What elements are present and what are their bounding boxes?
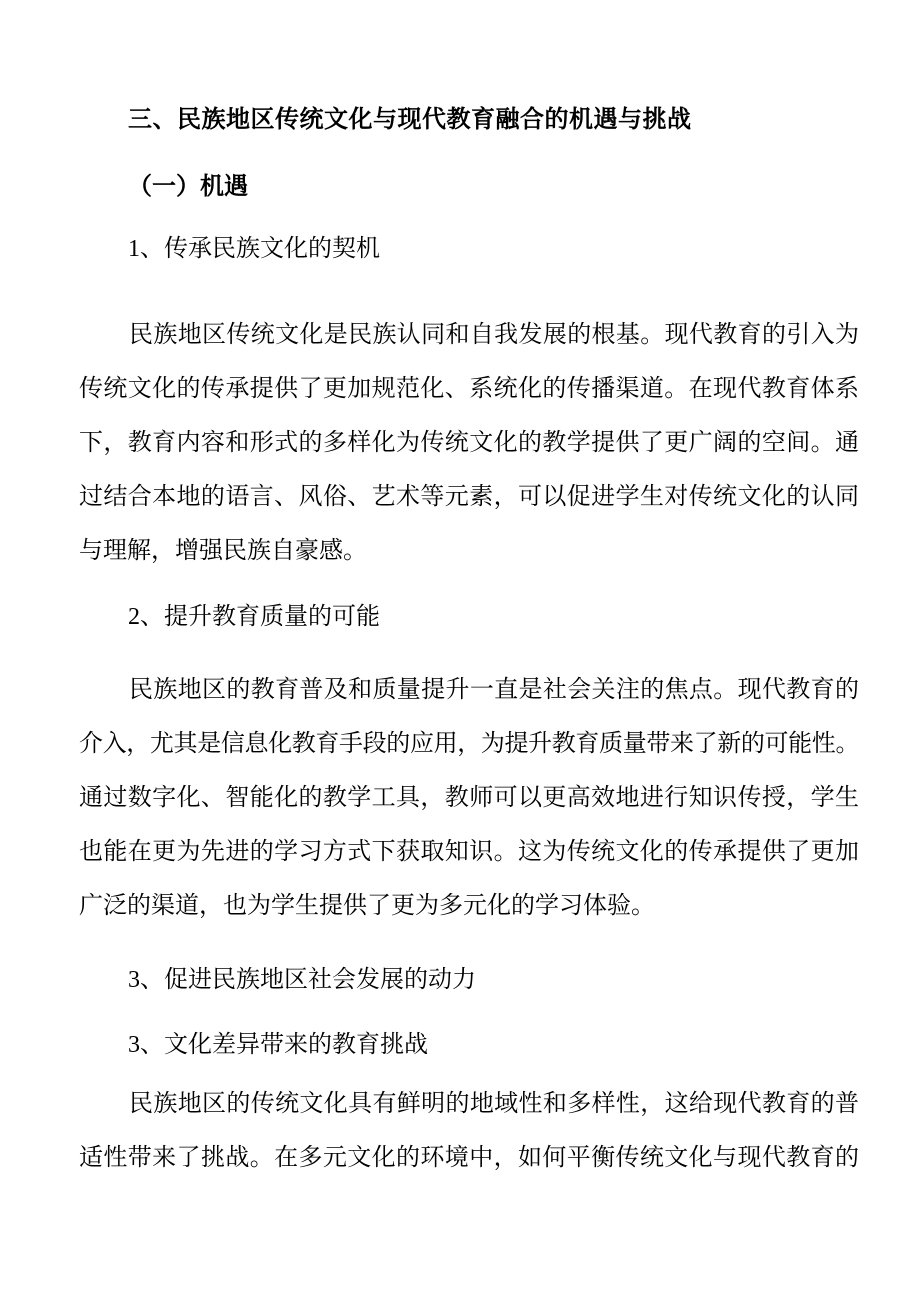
paragraph-line: 传统文化的传承提供了更加规范化、系统化的传播渠道。在现代教育体系 [79,376,859,402]
paragraph-line: 介入，尤其是信息化教育手段的应用，为提升教育质量带来了新的可能性。 [79,731,859,757]
paragraph-line: 与理解，增强民族自豪感。 [79,538,367,564]
paragraph-opportunity-1 [79,308,859,578]
paragraph-line: 广泛的渠道，也为学生提供了更为多元化的学习体验。 [79,893,655,919]
subsection-title-opportunity-3: 3、促进民族地区社会发展的动力 [128,967,476,993]
paragraph-line: 适性带来了挑战。在多元文化的环境中，如何平衡传统文化与现代教育的 [79,1145,859,1171]
paragraph-line: 民族地区的传统文化具有鲜明的地域性和多样性，这给现代教育的普 [129,1091,859,1117]
paragraph-opportunity-2 [79,663,859,933]
paragraph-line: 民族地区传统文化是民族认同和自我发展的根基。现代教育的引入为 [129,322,859,348]
subsection-title-challenge-3: 3、文化差异带来的教育挑战 [128,1032,428,1058]
subsection-title-opportunity-1: 1、传承民族文化的契机 [128,236,380,262]
paragraph-line: 过结合本地的语言、风俗、艺术等元素，可以促进学生对传统文化的认同 [79,484,859,510]
subsection-title-opportunity-2: 2、提升教育质量的可能 [128,604,380,630]
paragraph-line: 下，教育内容和形式的多样化为传统文化的教学提供了更广阔的空间。通 [79,430,859,456]
paragraph-challenge-3 [79,1077,859,1185]
document-body [79,93,859,1185]
section-heading: （一）机遇 [128,174,248,200]
paragraph-line: 通过数字化、智能化的教学工具，教师可以更高效地进行知识传授，学生 [79,785,859,811]
chapter-heading: 三、民族地区传统文化与现代教育融合的机遇与挑战 [128,107,692,133]
paragraph-line: 民族地区的教育普及和质量提升一直是社会关注的焦点。现代教育的 [129,677,859,703]
paragraph-line: 也能在更为先进的学习方式下获取知识。这为传统文化的传承提供了更加 [79,839,859,865]
